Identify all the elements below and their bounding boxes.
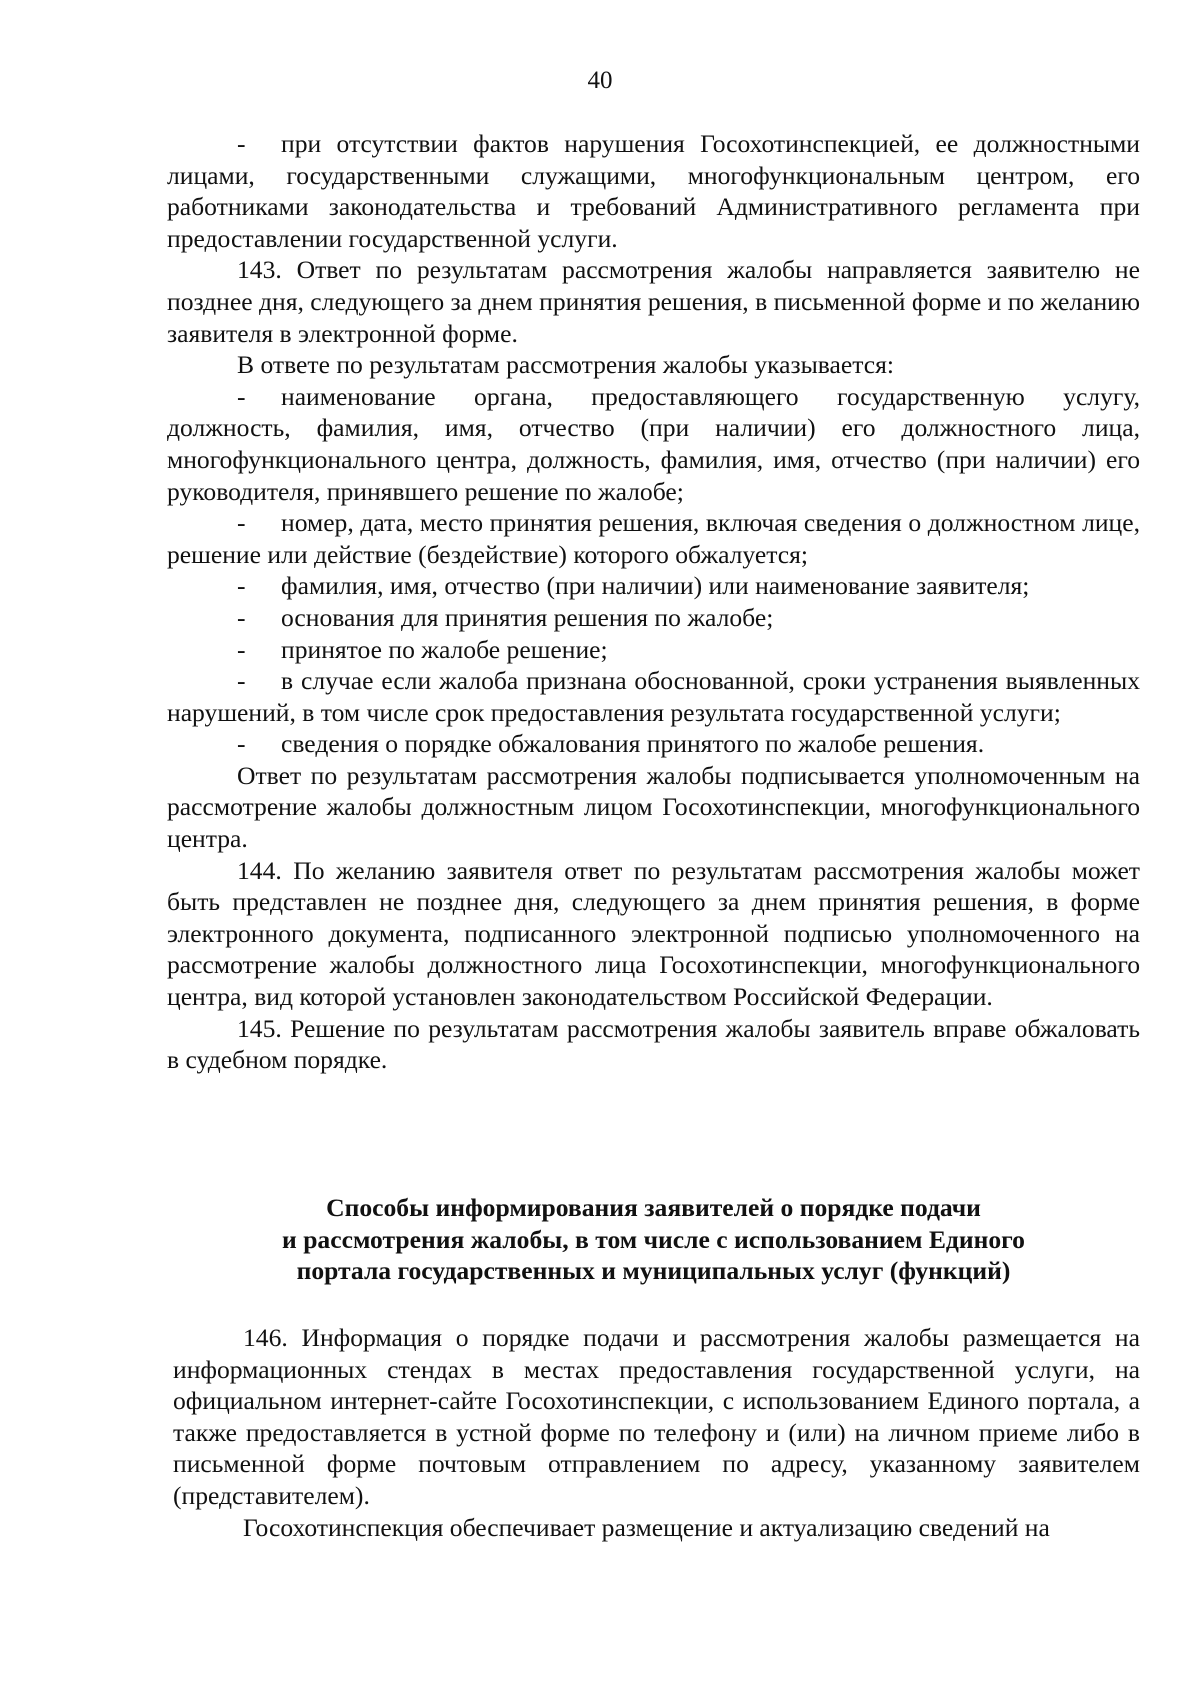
paragraph: Госохотинспекция обеспечивает размещение и актуализацию сведений на <box>243 1512 1050 1542</box>
paragraph-144: 144. По желанию заявителя ответ по результатам рассмотрения жалобы может быть представлен не позднее дня, следующего за днем принятия решения, в форме электронного документа, подписанного электронной подписью уполномоченного на рассмотрение жалобы должностного лица Госохотинспекции, многофункционального центра, вид которой установлен законодательством Российской Федерации. <box>167 855 1140 1012</box>
list-item <box>167 507 1140 570</box>
dash-marker: - <box>237 634 246 664</box>
list-item <box>167 602 1140 634</box>
dash-marker: - <box>237 508 246 538</box>
dash-marker: - <box>237 571 246 601</box>
section-heading <box>167 1192 1140 1287</box>
paragraph: Ответ по результатам рассмотрения жалобы подписывается уполномоченным на рассмотрение жалобы должностным лицом Госохотинспекции, многофункционального центра. <box>167 760 1140 854</box>
list-item <box>167 381 1140 507</box>
list-item-text: наименование органа, предоставляющего государственную услугу, должность, фамилия, имя, отчество (при наличии) его должностного лица, многофункционального центра, должность, фамилия, имя, отчество (при наличии) его руководителя, принявшего решение по жалобе; <box>167 381 1140 506</box>
list-item <box>167 128 1140 254</box>
list-item <box>167 634 1140 666</box>
list-item <box>167 570 1140 602</box>
dash-marker: - <box>237 381 246 411</box>
paragraph-146: 146. Информация о порядке подачи и рассмотрения жалобы размещается на информационных стендах в местах предоставления государственной услуги, на официальном интернет-сайте Госохотинспекции, с использованием Единого портала, а также предоставляется в устной форме по телефону и (или) на личном приеме либо в письменной форме почтовым отправлением по адресу, указанному заявителем (представителем). <box>173 1323 1140 1510</box>
document-body-continued <box>173 1322 1140 1543</box>
paragraph: В ответе по результатам рассмотрения жалобы указывается: <box>237 350 894 380</box>
document-body <box>167 128 1140 1076</box>
list-item-text: фамилия, имя, отчество (при наличии) или наименование заявителя; <box>281 571 1030 601</box>
list-item <box>167 665 1140 728</box>
heading-line: и рассмотрения жалобы, в том числе с использованием Единого <box>282 1224 1025 1254</box>
list-item-text: сведения о порядке обжалования принятого по жалобе решения. <box>281 729 985 759</box>
paragraph-143: 143. Ответ по результатам рассмотрения жалобы направляется заявителю не позднее дня, следующего за днем принятия решения, в письменной форме и по желанию заявителя в электронной форме. <box>167 255 1140 348</box>
paragraph-145: 145. Решение по результатам рассмотрения жалобы заявитель вправе обжаловать в судебном порядке. <box>167 1013 1140 1075</box>
page-number: 40 <box>587 67 613 94</box>
dash-marker: - <box>237 729 246 759</box>
list-item <box>167 728 1140 760</box>
dash-marker: - <box>237 602 246 632</box>
list-item-text: при отсутствии фактов нарушения Госохотинспекцией, ее должностными лицами, государственными служащими, многофункциональным центром, его работниками законодательства и требований Административного регламента при предоставлении государственной услуги. <box>167 129 1140 253</box>
dash-marker: - <box>237 666 246 696</box>
list-item-text: в случае если жалоба признана обоснованной, сроки устранения выявленных нарушений, в том числе срок предоставления результата государственной услуги; <box>167 666 1140 727</box>
heading-line: Способы информирования заявителей о порядке подачи <box>326 1193 981 1222</box>
heading-line: портала государственных и муниципальных услуг (функций) <box>296 1256 1011 1286</box>
list-item-text: номер, дата, место принятия решения, включая сведения о должностном лице, решение или действие (бездействие) которого обжалуется; <box>167 508 1140 569</box>
dash-marker: - <box>237 129 246 158</box>
list-item-text: основания для принятия решения по жалобе; <box>281 602 774 632</box>
list-item-text: принятое по жалобе решение; <box>281 634 608 664</box>
